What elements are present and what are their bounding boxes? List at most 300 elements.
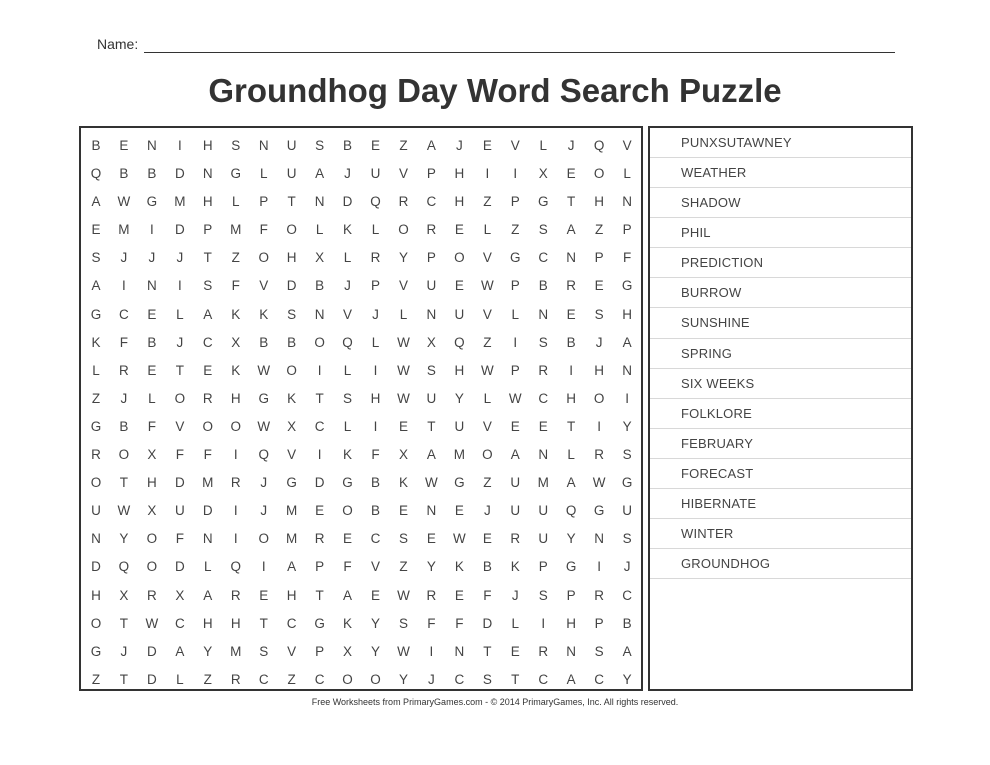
grid-letter[interactable]: V [287,447,297,463]
grid-letter[interactable]: Y [398,671,408,687]
grid-letter[interactable]: E [594,278,604,294]
grid-letter[interactable]: B [119,418,129,434]
grid-letter[interactable]: D [314,475,325,491]
grid-letter[interactable]: K [510,559,520,575]
grid-letter[interactable]: Q [342,334,353,350]
grid-letter[interactable]: J [483,503,491,519]
grid-letter[interactable]: L [204,559,212,575]
grid-letter[interactable]: N [566,250,577,266]
grid-letter[interactable]: F [119,334,129,350]
grid-letter[interactable]: N [622,194,632,210]
grid-letter[interactable]: P [510,362,520,378]
grid-letter[interactable]: E [147,362,157,378]
grid-letter[interactable]: E [343,531,353,547]
grid-letter[interactable]: S [398,531,408,547]
grid-letter[interactable]: D [342,194,353,210]
grid-letter[interactable]: E [371,587,381,603]
grid-letter[interactable]: I [317,362,322,378]
grid-letter[interactable]: A [343,587,353,603]
grid-letter[interactable]: I [317,447,322,463]
grid-letter[interactable]: J [120,250,128,266]
grid-letter[interactable]: F [147,418,156,434]
grid-letter[interactable]: W [397,334,410,350]
grid-letter[interactable]: N [538,306,549,322]
grid-letter[interactable]: L [483,222,492,238]
grid-letter[interactable]: V [371,559,381,575]
grid-letter[interactable]: F [371,447,380,463]
grid-letter[interactable]: E [398,503,408,519]
grid-letter[interactable]: E [454,278,464,294]
grid-letter[interactable]: O [342,671,353,687]
grid-letter[interactable]: I [233,447,238,463]
grid-letter[interactable]: L [148,390,156,406]
grid-letter[interactable]: E [315,503,325,519]
grid-letter[interactable]: H [622,306,632,322]
grid-letter[interactable]: H [454,362,465,378]
grid-letter[interactable]: C [258,671,269,687]
grid-letter[interactable]: P [594,250,604,266]
grid-letter[interactable]: J [455,138,463,153]
grid-letter[interactable]: W [397,587,410,603]
grid-letter[interactable]: M [202,475,214,491]
grid-letter[interactable]: F [343,559,352,575]
grid-letter[interactable]: Q [565,503,577,519]
grid-letter[interactable]: B [259,334,269,350]
grid-letter[interactable]: I [513,334,518,350]
grid-letter[interactable]: O [454,250,465,266]
grid-letter[interactable]: T [175,362,184,378]
grid-letter[interactable]: C [314,671,325,687]
grid-letter[interactable]: R [510,531,521,547]
grid-letter[interactable]: A [203,306,213,322]
grid-letter[interactable]: Y [371,643,381,659]
grid-letter[interactable]: W [452,531,466,547]
grid-letter[interactable]: F [231,278,240,294]
grid-letter[interactable]: U [538,531,549,547]
grid-letter[interactable]: I [429,643,434,659]
grid-letter[interactable]: L [343,250,352,266]
grid-letter[interactable]: L [511,615,520,631]
grid-letter[interactable]: S [287,306,297,322]
grid-letter[interactable]: Z [231,250,240,266]
grid-letter[interactable]: O [174,390,186,406]
grid-letter[interactable]: E [566,306,576,322]
grid-letter[interactable]: E [426,531,436,547]
grid-letter[interactable]: H [594,194,604,210]
grid-letter[interactable]: B [622,615,632,631]
grid-letter[interactable]: Y [566,531,576,547]
grid-letter[interactable]: V [398,278,408,294]
grid-letter[interactable]: X [147,503,157,519]
grid-letter[interactable]: V [482,306,492,322]
grid-letter[interactable]: Q [454,334,465,350]
grid-letter[interactable]: P [594,615,604,631]
grid-letter[interactable]: R [230,475,241,491]
grid-letter[interactable]: L [371,334,380,350]
grid-letter[interactable]: Q [593,138,605,153]
grid-letter[interactable]: C [202,334,213,350]
grid-letter[interactable]: S [231,138,241,153]
grid-letter[interactable]: A [426,447,436,463]
grid-letter[interactable]: M [286,503,298,519]
grid-letter[interactable]: E [119,138,129,153]
grid-letter[interactable]: P [426,250,436,266]
grid-letter[interactable]: S [538,334,548,350]
grid-letter[interactable]: S [426,362,436,378]
grid-letter[interactable]: Y [622,671,632,687]
grid-letter[interactable]: D [147,643,157,659]
grid-letter[interactable]: I [150,222,154,238]
grid-letter[interactable]: R [202,390,213,406]
grid-letter[interactable]: C [538,390,549,406]
name-input-line[interactable] [144,52,895,53]
grid-letter[interactable]: K [91,334,101,350]
grid-letter[interactable]: N [91,531,101,547]
grid-letter[interactable]: W [145,615,159,631]
grid-letter[interactable]: S [315,138,325,153]
grid-letter[interactable]: B [287,334,297,350]
grid-letter[interactable]: T [567,418,576,434]
grid-letter[interactable]: U [426,390,437,406]
grid-letter[interactable]: K [231,362,241,378]
grid-letter[interactable]: O [593,390,605,406]
grid-letter[interactable]: N [538,447,549,463]
grid-letter[interactable]: G [454,475,465,491]
grid-letter[interactable]: S [622,531,632,547]
grid-letter[interactable]: T [203,250,212,266]
grid-letter[interactable]: Z [483,194,492,210]
grid-letter[interactable]: R [91,447,101,463]
grid-letter[interactable]: X [147,447,157,463]
grid-letter[interactable]: G [342,475,353,491]
grid-letter[interactable]: H [566,615,577,631]
grid-letter[interactable]: P [371,278,381,294]
grid-letter[interactable]: A [622,334,632,350]
grid-letter[interactable]: N [147,278,157,294]
grid-letter[interactable]: Y [398,250,408,266]
grid-letter[interactable]: T [483,643,492,659]
grid-letter[interactable]: I [373,362,378,378]
grid-letter[interactable]: U [91,503,101,519]
grid-letter[interactable]: I [233,503,238,519]
grid-letter[interactable]: J [595,334,603,350]
grid-letter[interactable]: S [594,643,604,659]
grid-letter[interactable]: V [175,418,185,434]
grid-letter[interactable]: A [175,643,185,659]
grid-letter[interactable]: Z [483,475,492,491]
grid-letter[interactable]: C [286,615,297,631]
grid-letter[interactable]: L [231,194,240,210]
grid-letter[interactable]: S [203,278,213,294]
grid-letter[interactable]: M [453,447,465,463]
grid-letter[interactable]: R [594,587,604,603]
grid-letter[interactable]: N [147,138,157,153]
grid-letter[interactable]: D [174,166,185,182]
grid-letter[interactable]: W [397,643,410,659]
grid-letter[interactable]: B [119,166,129,182]
grid-letter[interactable]: J [344,166,351,182]
grid-letter[interactable]: E [510,643,520,659]
grid-letter[interactable]: B [147,334,157,350]
grid-letter[interactable]: U [454,418,465,434]
grid-letter[interactable]: A [622,643,632,659]
grid-letter[interactable]: Z [399,138,408,153]
grid-letter[interactable]: A [315,166,325,182]
grid-letter[interactable]: H [202,615,213,631]
grid-letter[interactable]: S [594,306,604,322]
grid-letter[interactable]: Y [119,531,129,547]
grid-letter[interactable]: U [454,306,465,322]
grid-letter[interactable]: I [541,615,546,631]
grid-letter[interactable]: C [119,306,129,322]
grid-letter[interactable]: X [343,643,353,659]
grid-letter[interactable]: R [426,222,437,238]
grid-letter[interactable]: E [398,418,408,434]
grid-letter[interactable]: P [510,194,520,210]
grid-letter[interactable]: A [91,278,101,294]
grid-letter[interactable]: V [259,278,269,294]
grid-letter[interactable]: E [203,362,213,378]
grid-letter[interactable]: H [454,166,465,182]
grid-letter[interactable]: N [314,194,325,210]
grid-letter[interactable]: E [482,138,492,153]
grid-letter[interactable]: G [258,390,269,406]
grid-letter[interactable]: C [594,671,604,687]
grid-letter[interactable]: E [454,587,464,603]
grid-letter[interactable]: E [371,138,381,153]
grid-letter[interactable]: C [174,615,185,631]
grid-letter[interactable]: J [344,278,351,294]
grid-letter[interactable]: G [314,615,325,631]
grid-letter[interactable]: P [538,559,548,575]
grid-letter[interactable]: H [594,362,604,378]
grid-letter[interactable]: J [260,503,268,519]
grid-letter[interactable]: U [510,475,521,491]
grid-letter[interactable]: M [118,222,130,238]
grid-letter[interactable]: O [118,447,130,463]
grid-letter[interactable]: W [480,362,494,378]
grid-letter[interactable]: L [259,166,268,182]
grid-letter[interactable]: H [230,615,241,631]
grid-letter[interactable]: G [621,278,633,294]
grid-letter[interactable]: B [538,278,548,294]
grid-letter[interactable]: T [315,390,324,406]
grid-letter[interactable]: M [230,222,242,238]
grid-letter[interactable]: I [261,559,266,575]
grid-letter[interactable]: Y [426,559,436,575]
grid-letter[interactable]: F [175,447,184,463]
grid-letter[interactable]: I [569,362,574,378]
grid-letter[interactable]: I [373,418,378,434]
grid-letter[interactable]: L [567,447,575,463]
grid-letter[interactable]: W [117,503,131,519]
grid-letter[interactable]: B [91,138,101,153]
grid-letter[interactable]: O [370,671,381,687]
grid-letter[interactable]: F [175,531,184,547]
grid-letter[interactable]: I [177,138,182,153]
grid-letter[interactable]: R [119,362,129,378]
grid-letter[interactable]: K [398,475,408,491]
grid-letter[interactable]: Y [622,418,632,434]
grid-letter[interactable]: H [202,194,213,210]
grid-letter[interactable]: I [485,166,490,182]
grid-letter[interactable]: P [622,222,632,238]
grid-letter[interactable]: W [592,475,606,491]
grid-letter[interactable]: N [314,306,325,322]
grid-letter[interactable]: N [202,531,213,547]
grid-letter[interactable]: U [174,503,185,519]
grid-letter[interactable]: K [259,306,269,322]
grid-letter[interactable]: M [286,531,298,547]
grid-letter[interactable]: O [286,222,297,238]
grid-letter[interactable]: O [314,334,325,350]
grid-letter[interactable]: L [623,166,631,182]
grid-letter[interactable]: Y [203,643,213,659]
grid-letter[interactable]: P [510,278,520,294]
grid-letter[interactable]: Z [203,671,212,687]
grid-letter[interactable]: U [510,503,521,519]
grid-letter[interactable]: C [538,250,549,266]
grid-letter[interactable]: G [510,250,521,266]
grid-letter[interactable]: H [566,390,577,406]
grid-letter[interactable]: O [593,166,605,182]
grid-letter[interactable]: L [511,306,520,322]
grid-letter[interactable]: C [454,671,465,687]
grid-letter[interactable]: O [90,475,102,491]
grid-letter[interactable]: N [622,362,632,378]
grid-letter[interactable]: L [483,390,492,406]
grid-letter[interactable]: A [91,194,101,210]
grid-letter[interactable]: V [287,643,297,659]
grid-letter[interactable]: O [286,362,297,378]
grid-letter[interactable]: H [202,138,213,153]
grid-letter[interactable]: T [567,194,576,210]
grid-letter[interactable]: B [371,475,381,491]
grid-letter[interactable]: F [483,587,492,603]
grid-letter[interactable]: L [371,222,380,238]
grid-letter[interactable]: X [231,334,241,350]
grid-letter[interactable]: V [343,306,353,322]
grid-letter[interactable]: W [425,475,438,491]
grid-letter[interactable]: P [259,194,269,210]
grid-letter[interactable]: V [482,418,492,434]
grid-letter[interactable]: P [566,587,576,603]
grid-letter[interactable]: Z [91,671,101,687]
grid-letter[interactable]: J [120,643,128,659]
grid-letter[interactable]: U [622,503,632,519]
grid-letter[interactable]: I [597,559,602,575]
grid-letter[interactable]: L [315,222,324,238]
grid-letter[interactable]: I [122,278,126,294]
grid-letter[interactable]: V [398,166,408,182]
grid-letter[interactable]: G [286,475,297,491]
grid-letter[interactable]: W [480,278,494,294]
grid-letter[interactable]: I [513,166,518,182]
grid-letter[interactable]: C [622,587,632,603]
grid-letter[interactable]: E [454,222,464,238]
grid-letter[interactable]: V [510,138,520,153]
grid-letter[interactable]: E [259,587,269,603]
grid-letter[interactable]: B [482,559,492,575]
grid-letter[interactable]: G [90,418,102,434]
grid-letter[interactable]: J [372,306,379,322]
grid-letter[interactable]: S [91,250,101,266]
grid-letter[interactable]: L [343,418,352,434]
grid-letter[interactable]: R [594,447,604,463]
grid-letter[interactable]: H [286,587,297,603]
grid-letter[interactable]: C [538,671,549,687]
grid-letter[interactable]: O [258,531,269,547]
grid-letter[interactable]: Q [230,559,241,575]
grid-letter[interactable]: S [622,447,632,463]
grid-letter[interactable]: G [230,166,241,182]
grid-letter[interactable]: A [510,447,520,463]
grid-letter[interactable]: H [286,250,297,266]
grid-letter[interactable]: R [538,643,549,659]
grid-letter[interactable]: X [315,250,325,266]
grid-letter[interactable]: B [566,334,576,350]
grid-letter[interactable]: X [426,334,436,350]
grid-letter[interactable]: B [343,138,353,153]
grid-letter[interactable]: C [314,418,325,434]
grid-letter[interactable]: D [174,475,185,491]
grid-letter[interactable]: Y [454,390,464,406]
grid-letter[interactable]: S [398,615,408,631]
grid-letter[interactable]: S [343,390,353,406]
grid-letter[interactable]: R [230,587,241,603]
grid-letter[interactable]: N [454,643,465,659]
grid-letter[interactable]: O [146,531,158,547]
grid-letter[interactable]: R [566,278,577,294]
grid-letter[interactable]: A [287,559,297,575]
grid-letter[interactable]: X [398,447,408,463]
grid-letter[interactable]: H [454,194,465,210]
grid-letter[interactable]: C [426,194,437,210]
grid-letter[interactable]: W [257,418,271,434]
grid-letter[interactable]: U [286,138,297,153]
grid-letter[interactable]: F [427,615,436,631]
grid-letter[interactable]: T [119,671,129,687]
grid-letter[interactable]: B [315,278,325,294]
grid-letter[interactable]: R [426,587,437,603]
grid-letter[interactable]: E [538,418,548,434]
grid-letter[interactable]: H [230,390,241,406]
grid-letter[interactable]: J [428,671,435,687]
grid-letter[interactable]: Z [91,390,101,406]
grid-letter[interactable]: I [597,418,602,434]
grid-letter[interactable]: G [537,194,549,210]
grid-letter[interactable]: W [508,390,522,406]
grid-letter[interactable]: Y [371,615,381,631]
grid-letter[interactable]: S [482,671,492,687]
grid-letter[interactable]: M [230,643,242,659]
grid-letter[interactable]: I [625,390,629,406]
grid-letter[interactable]: H [147,475,157,491]
grid-letter[interactable]: O [258,250,269,266]
grid-letter[interactable]: E [510,418,520,434]
grid-letter[interactable]: R [398,194,409,210]
grid-letter[interactable]: L [176,671,184,687]
grid-letter[interactable]: U [426,278,437,294]
grid-letter[interactable]: Z [287,671,296,687]
grid-letter[interactable]: F [259,222,268,238]
grid-letter[interactable]: O [202,418,214,434]
grid-letter[interactable]: C [370,531,381,547]
grid-letter[interactable]: A [203,587,213,603]
grid-letter[interactable]: X [538,166,548,182]
grid-letter[interactable]: D [174,222,185,238]
grid-letter[interactable]: J [567,138,575,153]
